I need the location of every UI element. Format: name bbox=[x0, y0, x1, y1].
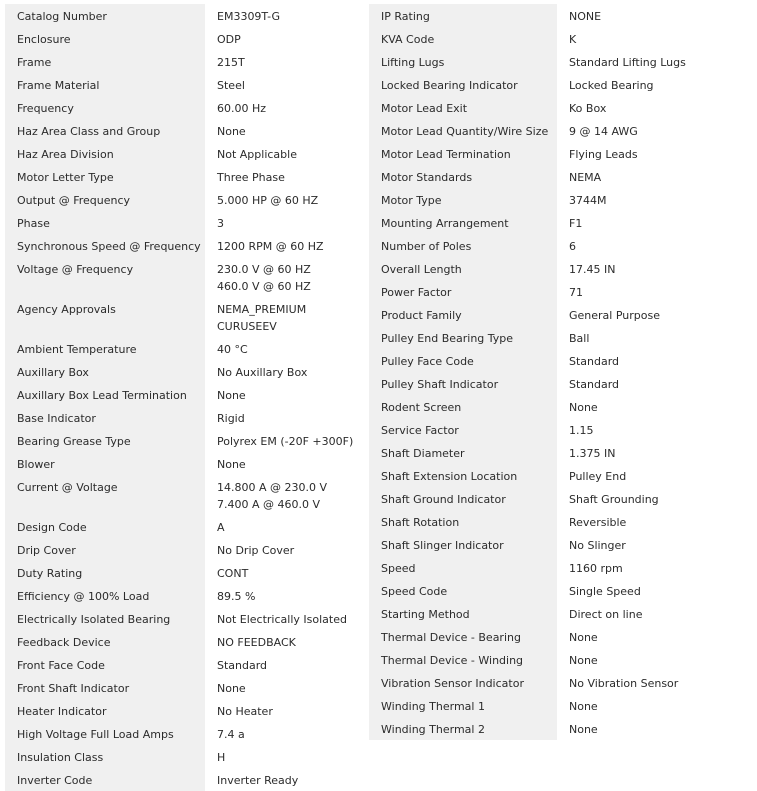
spec-value: ODP bbox=[217, 33, 241, 46]
spec-row-motor-lead-quantity-wire-size bbox=[369, 119, 751, 142]
spec-value: Standard bbox=[569, 378, 620, 391]
spec-label: Thermal Device - Winding bbox=[369, 648, 557, 671]
spec-value: None bbox=[569, 631, 598, 644]
spec-value: 230.0 V @ 60 HZ 460.0 V @ 60 HZ bbox=[217, 263, 311, 293]
spec-label: Front Face Code bbox=[5, 653, 205, 676]
spec-label: Duty Rating bbox=[5, 561, 205, 584]
spec-row-motor-standards bbox=[369, 165, 751, 188]
spec-value: No Slinger bbox=[569, 539, 626, 552]
spec-row-frame bbox=[5, 50, 365, 73]
spec-value: CONT bbox=[217, 567, 249, 580]
spec-label: Bearing Grease Type bbox=[5, 429, 205, 452]
spec-row-voltage-frequency bbox=[5, 257, 365, 297]
spec-value: Direct on line bbox=[569, 608, 643, 621]
spec-value: None bbox=[569, 401, 598, 414]
spec-value: Flying Leads bbox=[569, 148, 638, 161]
spec-label: Output @ Frequency bbox=[5, 188, 205, 211]
spec-value: None bbox=[217, 458, 246, 471]
spec-label: Inverter Code bbox=[5, 768, 205, 791]
spec-value: No Auxillary Box bbox=[217, 366, 308, 379]
spec-row-shaft-diameter bbox=[369, 441, 751, 464]
spec-label: Voltage @ Frequency bbox=[5, 257, 205, 297]
spec-label: Feedback Device bbox=[5, 630, 205, 653]
spec-value: NEMA_PREMIUM CURUSEEV bbox=[217, 303, 307, 333]
spec-value: Rigid bbox=[217, 412, 245, 425]
spec-row-blower bbox=[5, 452, 365, 475]
spec-row-speed-code bbox=[369, 579, 751, 602]
spec-row-shaft-extension-location bbox=[369, 464, 751, 487]
spec-label: Rodent Screen bbox=[369, 395, 557, 418]
spec-value: Not Electrically Isolated bbox=[217, 613, 347, 626]
spec-row-frame-material bbox=[5, 73, 365, 96]
spec-row-kva-code bbox=[369, 27, 751, 50]
spec-label: Shaft Extension Location bbox=[369, 464, 557, 487]
spec-row-design-code bbox=[5, 515, 365, 538]
spec-value: Ball bbox=[569, 332, 590, 345]
spec-row-pulley-shaft-indicator bbox=[369, 372, 751, 395]
spec-row-shaft-ground-indicator bbox=[369, 487, 751, 510]
spec-label: Mounting Arrangement bbox=[369, 211, 557, 234]
spec-label: Insulation Class bbox=[5, 745, 205, 768]
spec-row-frequency bbox=[5, 96, 365, 119]
spec-value: 6 bbox=[569, 240, 576, 253]
spec-value: 1.15 bbox=[569, 424, 594, 437]
spec-value: NONE bbox=[569, 10, 602, 23]
spec-label: Drip Cover bbox=[5, 538, 205, 561]
spec-table-left bbox=[5, 4, 365, 791]
spec-row-synchronous-speed-frequency bbox=[5, 234, 365, 257]
spec-label: Number of Poles bbox=[369, 234, 557, 257]
spec-label: IP Rating bbox=[369, 4, 557, 27]
spec-label: Shaft Rotation bbox=[369, 510, 557, 533]
spec-label: Vibration Sensor Indicator bbox=[369, 671, 557, 694]
spec-label: Shaft Ground Indicator bbox=[369, 487, 557, 510]
spec-label: Thermal Device - Bearing bbox=[369, 625, 557, 648]
spec-row-base-indicator bbox=[5, 406, 365, 429]
spec-value: 1160 rpm bbox=[569, 562, 623, 575]
spec-label: Motor Lead Exit bbox=[369, 96, 557, 119]
spec-row-mounting-arrangement bbox=[369, 211, 751, 234]
spec-value: 1.375 IN bbox=[569, 447, 616, 460]
spec-label: Front Shaft Indicator bbox=[5, 676, 205, 699]
spec-label: Motor Lead Termination bbox=[369, 142, 557, 165]
spec-table-right bbox=[369, 4, 751, 740]
spec-value: 3 bbox=[217, 217, 224, 230]
spec-label: Locked Bearing Indicator bbox=[369, 73, 557, 96]
spec-row-number-of-poles bbox=[369, 234, 751, 257]
spec-label: Shaft Slinger Indicator bbox=[369, 533, 557, 556]
spec-row-agency-approvals bbox=[5, 297, 365, 337]
spec-label: Frame bbox=[5, 50, 205, 73]
spec-label: Starting Method bbox=[369, 602, 557, 625]
spec-label: Phase bbox=[5, 211, 205, 234]
spec-value: None bbox=[569, 654, 598, 667]
spec-label: Pulley Shaft Indicator bbox=[369, 372, 557, 395]
spec-label: Auxillary Box Lead Termination bbox=[5, 383, 205, 406]
spec-value: 215T bbox=[217, 56, 245, 69]
spec-value: 60.00 Hz bbox=[217, 102, 267, 115]
spec-label: Design Code bbox=[5, 515, 205, 538]
spec-row-overall-length bbox=[369, 257, 751, 280]
spec-value: Standard bbox=[217, 659, 268, 672]
spec-row-output-frequency bbox=[5, 188, 365, 211]
spec-value: None bbox=[217, 389, 246, 402]
spec-value: Standard bbox=[569, 355, 620, 368]
spec-value: K bbox=[569, 33, 577, 46]
spec-row-rodent-screen bbox=[369, 395, 751, 418]
spec-label: Motor Type bbox=[369, 188, 557, 211]
spec-row-efficiency-100-load bbox=[5, 584, 365, 607]
spec-label: Heater Indicator bbox=[5, 699, 205, 722]
spec-value: 40 °C bbox=[217, 343, 248, 356]
spec-value: 3744M bbox=[569, 194, 607, 207]
spec-value: 9 @ 14 AWG bbox=[569, 125, 638, 138]
spec-label: Ambient Temperature bbox=[5, 337, 205, 360]
spec-value: A bbox=[217, 521, 225, 534]
spec-value: NO FEEDBACK bbox=[217, 636, 296, 649]
spec-label: Enclosure bbox=[5, 27, 205, 50]
spec-value: None bbox=[217, 682, 246, 695]
spec-row-motor-lead-exit bbox=[369, 96, 751, 119]
spec-label: Motor Standards bbox=[369, 165, 557, 188]
spec-row-phase bbox=[5, 211, 365, 234]
spec-row-feedback-device bbox=[5, 630, 365, 653]
spec-label: Efficiency @ 100% Load bbox=[5, 584, 205, 607]
spec-row-motor-lead-termination bbox=[369, 142, 751, 165]
spec-value: Single Speed bbox=[569, 585, 641, 598]
spec-label: Base Indicator bbox=[5, 406, 205, 429]
spec-row-current-voltage bbox=[5, 475, 365, 515]
spec-value: No Drip Cover bbox=[217, 544, 295, 557]
spec-row-shaft-rotation bbox=[369, 510, 751, 533]
spec-value: None bbox=[217, 125, 246, 138]
spec-value: Shaft Grounding bbox=[569, 493, 659, 506]
spec-value: F1 bbox=[569, 217, 583, 230]
spec-row-front-face-code bbox=[5, 653, 365, 676]
spec-row-ip-rating bbox=[369, 4, 751, 27]
spec-label: Service Factor bbox=[369, 418, 557, 441]
spec-row-auxillary-box-lead-termination bbox=[5, 383, 365, 406]
spec-row-thermal-device-bearing bbox=[369, 625, 751, 648]
spec-value: No Heater bbox=[217, 705, 273, 718]
spec-row-locked-bearing-indicator bbox=[369, 73, 751, 96]
spec-label: Haz Area Class and Group bbox=[5, 119, 205, 142]
spec-label: Blower bbox=[5, 452, 205, 475]
spec-label: Auxillary Box bbox=[5, 360, 205, 383]
spec-label: Lifting Lugs bbox=[369, 50, 557, 73]
spec-row-winding-thermal-2 bbox=[369, 717, 751, 740]
spec-row-pulley-end-bearing-type bbox=[369, 326, 751, 349]
spec-label: Power Factor bbox=[369, 280, 557, 303]
spec-value: Ko Box bbox=[569, 102, 607, 115]
spec-value: 5.000 HP @ 60 HZ bbox=[217, 194, 319, 207]
spec-value: Steel bbox=[217, 79, 245, 92]
spec-row-shaft-slinger-indicator bbox=[369, 533, 751, 556]
spec-row-heater-indicator bbox=[5, 699, 365, 722]
spec-label: KVA Code bbox=[369, 27, 557, 50]
spec-label: Catalog Number bbox=[5, 4, 205, 27]
spec-value: Three Phase bbox=[217, 171, 285, 184]
spec-row-ambient-temperature bbox=[5, 337, 365, 360]
spec-label: Motor Letter Type bbox=[5, 165, 205, 188]
spec-value: Standard Lifting Lugs bbox=[569, 56, 686, 69]
spec-label: Winding Thermal 2 bbox=[369, 717, 557, 740]
spec-label: Overall Length bbox=[369, 257, 557, 280]
spec-value: 7.4 a bbox=[217, 728, 245, 741]
spec-value: H bbox=[217, 751, 226, 764]
spec-label: Pulley End Bearing Type bbox=[369, 326, 557, 349]
spec-row-catalog-number bbox=[5, 4, 365, 27]
spec-row-lifting-lugs bbox=[369, 50, 751, 73]
spec-value: None bbox=[569, 723, 598, 736]
spec-label: Pulley Face Code bbox=[369, 349, 557, 372]
spec-row-service-factor bbox=[369, 418, 751, 441]
spec-value: NEMA bbox=[569, 171, 602, 184]
spec-row-electrically-isolated-bearing bbox=[5, 607, 365, 630]
spec-label: Frequency bbox=[5, 96, 205, 119]
spec-value: None bbox=[569, 700, 598, 713]
spec-row-motor-type bbox=[369, 188, 751, 211]
spec-label: Synchronous Speed @ Frequency bbox=[5, 234, 205, 257]
spec-label: Product Family bbox=[369, 303, 557, 326]
spec-row-high-voltage-full-load-amps bbox=[5, 722, 365, 745]
spec-row-enclosure bbox=[5, 27, 365, 50]
spec-row-vibration-sensor-indicator bbox=[369, 671, 751, 694]
spec-row-winding-thermal-1 bbox=[369, 694, 751, 717]
spec-value: Polyrex EM (-20F +300F) bbox=[217, 435, 354, 448]
spec-row-front-shaft-indicator bbox=[5, 676, 365, 699]
spec-value: EM3309T-G bbox=[217, 10, 281, 23]
spec-label: Agency Approvals bbox=[5, 297, 205, 337]
spec-label: Winding Thermal 1 bbox=[369, 694, 557, 717]
spec-label: Shaft Diameter bbox=[369, 441, 557, 464]
spec-row-thermal-device-winding bbox=[369, 648, 751, 671]
spec-value: 89.5 % bbox=[217, 590, 256, 603]
spec-row-motor-letter-type bbox=[5, 165, 365, 188]
spec-row-bearing-grease-type bbox=[5, 429, 365, 452]
spec-label: Speed Code bbox=[369, 579, 557, 602]
spec-row-duty-rating bbox=[5, 561, 365, 584]
spec-label: Electrically Isolated Bearing bbox=[5, 607, 205, 630]
spec-value: 14.800 A @ 230.0 V 7.400 A @ 460.0 V bbox=[217, 481, 328, 511]
spec-value: General Purpose bbox=[569, 309, 660, 322]
spec-row-speed bbox=[369, 556, 751, 579]
spec-row-haz-area-division bbox=[5, 142, 365, 165]
spec-value: 1200 RPM @ 60 HZ bbox=[217, 240, 324, 253]
spec-row-insulation-class bbox=[5, 745, 365, 768]
spec-label: Current @ Voltage bbox=[5, 475, 205, 515]
spec-value: No Vibration Sensor bbox=[569, 677, 679, 690]
spec-label: Motor Lead Quantity/Wire Size bbox=[369, 119, 557, 142]
spec-row-product-family bbox=[369, 303, 751, 326]
spec-label: Frame Material bbox=[5, 73, 205, 96]
spec-label: Speed bbox=[369, 556, 557, 579]
spec-value: Reversible bbox=[569, 516, 627, 529]
spec-label: Haz Area Division bbox=[5, 142, 205, 165]
spec-row-auxillary-box bbox=[5, 360, 365, 383]
spec-label: High Voltage Full Load Amps bbox=[5, 722, 205, 745]
spec-row-power-factor bbox=[369, 280, 751, 303]
spec-value: 71 bbox=[569, 286, 583, 299]
spec-value: Locked Bearing bbox=[569, 79, 654, 92]
spec-value: Inverter Ready bbox=[217, 774, 299, 787]
spec-value: Not Applicable bbox=[217, 148, 297, 161]
spec-value: Pulley End bbox=[569, 470, 627, 483]
spec-row-drip-cover bbox=[5, 538, 365, 561]
spec-row-starting-method bbox=[369, 602, 751, 625]
spec-row-haz-area-class-and-group bbox=[5, 119, 365, 142]
spec-value: 17.45 IN bbox=[569, 263, 616, 276]
spec-row-pulley-face-code bbox=[369, 349, 751, 372]
